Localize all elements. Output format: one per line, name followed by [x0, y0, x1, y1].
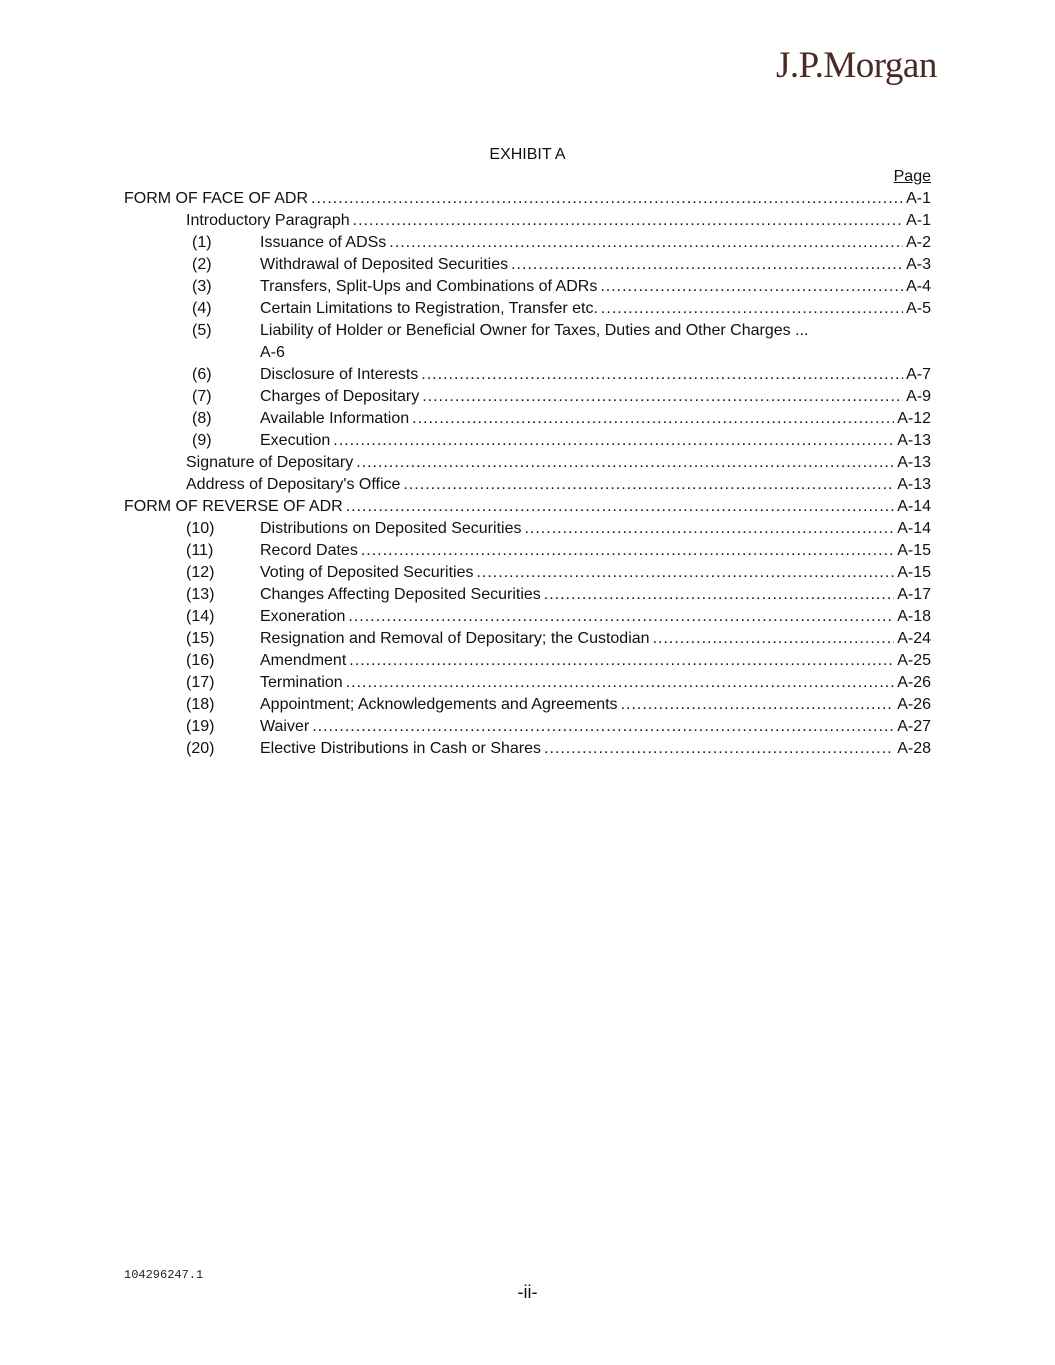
toc-entry-number: (5) [192, 322, 212, 339]
toc-entry-text: Record Dates [260, 542, 358, 559]
toc-entry-13 [124, 584, 931, 606]
toc-entry-number: (9) [192, 432, 212, 449]
toc-entry-page: A-3 [906, 256, 931, 273]
dot-leader [544, 738, 894, 760]
dot-leader [312, 716, 894, 738]
toc-entry-text: Exoneration [260, 608, 346, 625]
toc-entry-page: A-25 [897, 652, 931, 669]
toc-entry-page: A-17 [897, 586, 931, 603]
toc-entry-20 [124, 738, 931, 760]
toc-entry-page: A-1 [906, 212, 931, 229]
page-column-header: Page [893, 168, 931, 185]
toc-entry-page: A-13 [897, 432, 931, 449]
toc-entry-number: (7) [192, 388, 212, 405]
toc-entry-text: Resignation and Removal of Depositary; the Custodian [260, 630, 650, 647]
toc-entry-address [124, 474, 931, 496]
toc-entry-19 [124, 716, 931, 738]
toc-entry-page: A-28 [897, 740, 931, 757]
toc-entry-text: Charges of Depositary [260, 388, 420, 405]
toc-entry-page: A-1 [906, 190, 931, 207]
dot-leader [511, 254, 903, 276]
toc-entry-page: A-27 [897, 718, 931, 735]
document-id: 104296247.1 [124, 1268, 204, 1282]
toc-entry-page: A-13 [897, 454, 931, 471]
dot-leader [389, 232, 903, 254]
toc-entry-text: Address of Depositary's Office [186, 476, 401, 493]
toc-entry-text: Voting of Deposited Securities [260, 564, 474, 581]
toc-entry-page: A-13 [897, 476, 931, 493]
toc-entry-11 [124, 540, 931, 562]
dot-leader [421, 364, 903, 386]
toc-entry-8 [124, 408, 931, 430]
toc-entry-page: A-15 [897, 564, 931, 581]
toc-entry-text: Certain Limitations to Registration, Transfer etc. [260, 300, 598, 317]
toc-entry-page: A-2 [906, 234, 931, 251]
toc-entry-text: FORM OF REVERSE OF ADR [124, 498, 343, 515]
dot-leader [346, 672, 895, 694]
toc-entry-18 [124, 694, 931, 716]
dot-leader [333, 430, 894, 452]
toc-entry-10 [124, 518, 931, 540]
table-of-contents [124, 188, 931, 760]
toc-entry-number: (14) [186, 608, 215, 625]
dot-leader [600, 276, 903, 298]
dot-leader [361, 540, 894, 562]
toc-entry-text: Issuance of ADSs [260, 234, 387, 251]
toc-entry-number: (6) [192, 366, 212, 383]
dot-leader [356, 452, 894, 474]
toc-entry-7 [124, 386, 931, 408]
toc-entry-text: Liability of Holder or Beneficial Owner for Taxes, Duties and Other Charges ... [260, 322, 809, 339]
toc-entry-number: (4) [192, 300, 212, 317]
toc-entry-1 [124, 232, 931, 254]
toc-entry-text: Changes Affecting Deposited Securities [260, 586, 541, 603]
toc-entry-6 [124, 364, 931, 386]
dot-leader [346, 496, 895, 518]
toc-entry-4 [124, 298, 931, 320]
toc-entry-number: (1) [192, 234, 212, 251]
toc-entry-page: A-15 [897, 542, 931, 559]
toc-entry-text: Transfers, Split-Ups and Combinations of ADRs [260, 278, 598, 295]
dot-leader [353, 210, 903, 232]
dot-leader [653, 628, 895, 650]
toc-entry-page: A-26 [897, 674, 931, 691]
page-number: -ii- [517, 1282, 538, 1302]
toc-entry-text: Appointment; Acknowledgements and Agreements [260, 696, 618, 713]
toc-entry-page: A-18 [897, 608, 931, 625]
toc-entry-17 [124, 672, 931, 694]
toc-entry-text: Amendment [260, 652, 347, 669]
toc-entry-3 [124, 276, 931, 298]
toc-entry-signature [124, 452, 931, 474]
toc-entry-number: (15) [186, 630, 215, 647]
toc-entry-9 [124, 430, 931, 452]
toc-entry-14 [124, 606, 931, 628]
toc-entry-number: (2) [192, 256, 212, 273]
toc-entry-number: (3) [192, 278, 212, 295]
toc-entry-text: Available Information [260, 410, 410, 427]
toc-entry-number: (8) [192, 410, 212, 427]
dot-leader [403, 474, 894, 496]
toc-entry-text: Withdrawal of Deposited Securities [260, 256, 509, 273]
toc-entry-15 [124, 628, 931, 650]
toc-entry-text: Waiver [260, 718, 310, 735]
dot-leader [601, 298, 903, 320]
toc-entry-page: A-24 [897, 630, 931, 647]
dot-leader [476, 562, 894, 584]
toc-entry-text: Termination [260, 674, 343, 691]
toc-entry-page: A-5 [906, 300, 931, 317]
toc-entry-12 [124, 562, 931, 584]
dot-leader [412, 408, 894, 430]
toc-entry-page: A-26 [897, 696, 931, 713]
toc-entry-16 [124, 650, 931, 672]
toc-entry-page: A-12 [897, 410, 931, 427]
dot-leader [311, 188, 903, 210]
toc-entry-face [124, 188, 931, 210]
toc-entry-page: A-4 [906, 278, 931, 295]
toc-entry-number: (10) [186, 520, 215, 537]
toc-entry-page: A-6 [260, 344, 285, 361]
toc-entry-page: A-14 [897, 498, 931, 515]
toc-entry-number: (12) [186, 564, 215, 581]
dot-leader [349, 650, 894, 672]
toc-entry-text: Signature of Depositary [186, 454, 354, 471]
dot-leader [422, 386, 903, 408]
toc-entry-number: (11) [186, 542, 214, 559]
toc-entry-number: (18) [186, 696, 215, 713]
toc-entry-text: Disclosure of Interests [260, 366, 419, 383]
toc-entry-reverse [124, 496, 931, 518]
dot-leader [524, 518, 894, 540]
toc-entry-number: (16) [186, 652, 215, 669]
exhibit-title: EXHIBIT A [489, 146, 566, 163]
toc-entry-2 [124, 254, 931, 276]
toc-entry-number: (20) [186, 740, 215, 757]
toc-entry-intro [124, 210, 931, 232]
toc-entry-5 [124, 320, 931, 364]
toc-entry-text: FORM OF FACE OF ADR [124, 190, 309, 207]
toc-entry-number: (19) [186, 718, 215, 735]
toc-entry-number: (17) [186, 674, 215, 691]
toc-entry-number: (13) [186, 586, 215, 603]
toc-entry-text: Execution [260, 432, 331, 449]
toc-entry-text: Distributions on Deposited Securities [260, 520, 522, 537]
toc-entry-page: A-14 [897, 520, 931, 537]
toc-entry-page: A-9 [906, 388, 931, 405]
dot-leader [544, 584, 894, 606]
dot-leader [621, 694, 895, 716]
toc-entry-text: Elective Distributions in Cash or Shares [260, 740, 542, 757]
toc-entry-page: A-7 [906, 366, 931, 383]
toc-entry-text: Introductory Paragraph [186, 212, 350, 229]
dot-leader [348, 606, 894, 628]
jpmorgan-logo: J.P.Morgan [776, 45, 937, 86]
